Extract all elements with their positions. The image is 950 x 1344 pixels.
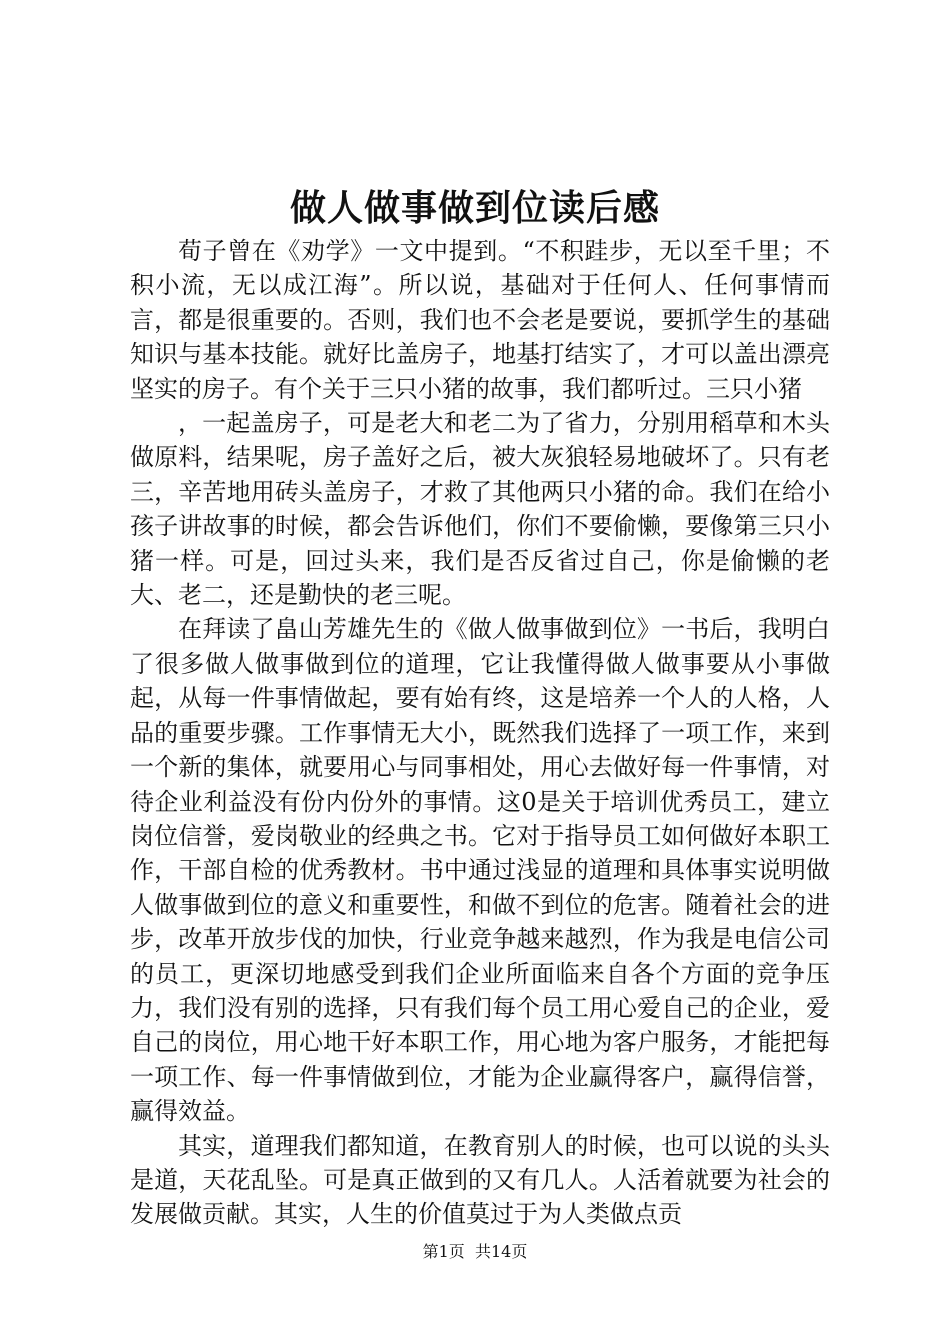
page-total: 共14页 <box>474 1242 528 1261</box>
paragraph-4: 其实，道理我们都知道，在教育别人的时候，也可以说的头头是道，天花乱坠。可是真正做到的又有几人。人活着就要为社会的发展做贡献。其实，人生的价值莫过于为人类做点贡 <box>130 1131 830 1229</box>
paragraph-1: 荀子曾在《劝学》一文中提到。“不积跬步，无以至千里；不积小流，无以成江海”。所以说，基础对于任何人、任何事情而言，都是很重要的。否则，我们也不会老是要说，要抓学生的基础知识与基本技能。就好比盖房子，地基打结实了，才可以盖出漂亮坚实的房子。有个关于三只小猪的故事，我们都听过。三只小猪 <box>130 237 830 403</box>
paragraph-2: ，一起盖房子，可是老大和老二为了省力，分别用稻草和木头做原料，结果呢，房子盖好之后，被大灰狼轻易地破坏了。只有老三，辛苦地用砖头盖房子，才救了其他两只小猪的命。我们在给小孩子讲故事的时候，都会告诉他们，你们不要偷懒，要像第三只小猪一样。可是，回过头来，我们是否反省过自己，你是偷懒的老大、老二，还是勤快的老三呢。 <box>130 409 830 610</box>
document-body <box>130 234 830 1232</box>
document-title: 做人做事做到位读后感 <box>289 187 660 229</box>
page-footer <box>0 1240 950 1264</box>
paragraph-3: 在拜读了畠山芳雄先生的《做人做事做到位》一书后，我明白了很多做人做事做到位的道理，它让我懂得做人做事要从小事做起，从每一件事情做起，要有始有终，这是培养一个人的人格，人品的重要步骤。工作事情无大小，既然我们选择了一项工作，来到一个新的集体，就要用心与同事相处，用心去做好每一件事情，对待企业利益没有份内份外的事情。这0是关于培训优秀员工，建立岗位信誉，爱岗敬业的经典之书。它对于指导员工如何做好本职工作，干部自检的优秀教材。书中通过浅显的道理和具体事实说明做人做事做到位的意义和重要性，和做不到位的危害。随着社会的进步，改革开放步伐的加快，行业竞争越来越烈，作为我是电信公司的员工，更深切地感受到我们企业所面临来自各个方面的竞争压力，我们没有别的选择，只有我们每个员工用心爱自己的企业，爱自己的岗位，用心地干好本职工作，用心地为客户服务，才能把每一项工作、每一件事情做到位，才能为企业赢得客户，赢得信誉，赢得效益。 <box>130 615 830 1126</box>
page-number: 第1页 <box>422 1242 465 1261</box>
